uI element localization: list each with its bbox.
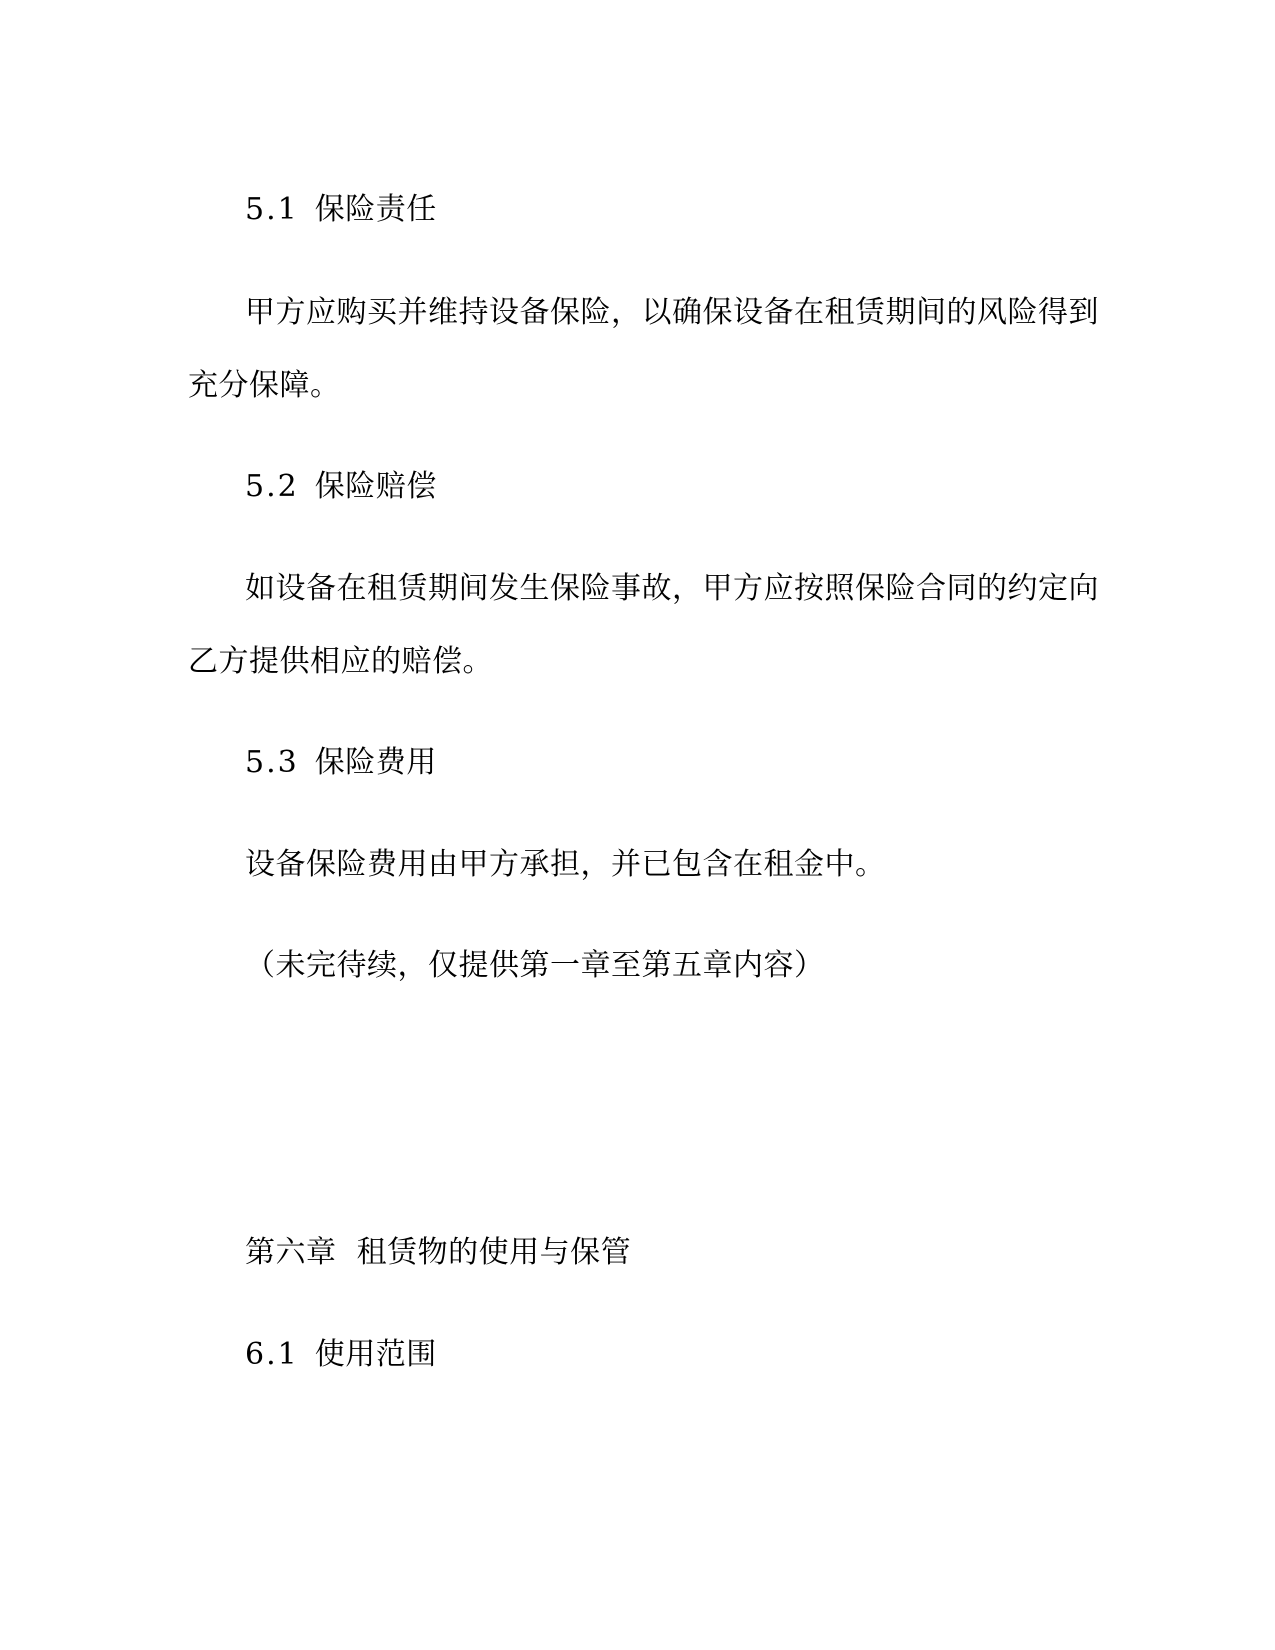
section-number: 5.2 [245, 469, 299, 504]
paragraph-5-1-line-2: 充分保障。 [188, 368, 341, 403]
section-heading-6-1 [245, 1335, 437, 1375]
paragraph-5-2-line-1: 如设备在租赁期间发生保险事故，甲方应按照保险合同的约定向 [245, 571, 1099, 606]
section-number: 6.1 [245, 1337, 299, 1372]
section-title: 保险赔偿 [314, 469, 437, 504]
section-title: 保险责任 [314, 192, 437, 227]
paragraph-5-3: 设备保险费用由甲方承担，并已包含在租金中。 [245, 847, 886, 882]
section-heading-5-3 [245, 743, 437, 783]
paragraph-5-1-line-1: 甲方应购买并维持设备保险，以确保设备在租赁期间的风险得到 [245, 295, 1099, 330]
section-heading-5-2 [245, 467, 437, 507]
section-title: 保险费用 [314, 745, 437, 780]
continuation-note: （未完待续，仅提供第一章至第五章内容） [245, 948, 825, 983]
section-title: 使用范围 [314, 1337, 437, 1372]
section-number: 5.1 [245, 192, 299, 227]
chapter-heading-6: 第六章 租赁物的使用与保管 [245, 1235, 632, 1270]
section-heading-5-1 [245, 190, 437, 230]
section-number: 5.3 [245, 745, 299, 780]
paragraph-5-2-line-2: 乙方提供相应的赔偿。 [188, 644, 493, 679]
